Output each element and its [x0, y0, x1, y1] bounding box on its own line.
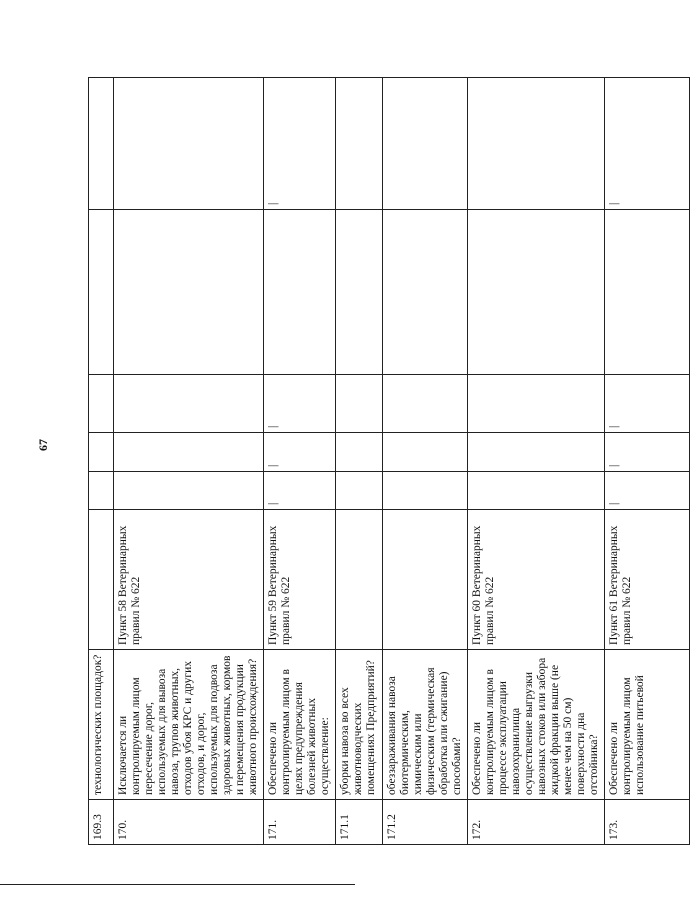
table-row: [468, 78, 605, 845]
row-cell: [336, 210, 383, 375]
checklist-table: [88, 77, 690, 845]
row-cell: [336, 78, 383, 210]
row-number: 169.3: [89, 800, 114, 845]
row-question: уборки навоза во всех животноводческих помещениях Предприятий?: [336, 650, 383, 800]
row-question: Обеспечено ли контролируемым лицом в целях предупреждения болезней животных осуществление:: [264, 650, 336, 800]
row-cell: |: [264, 433, 336, 472]
row-cell: [336, 472, 383, 510]
row-cell: [336, 433, 383, 472]
row-cell: [468, 375, 605, 433]
table-row: [336, 78, 383, 845]
row-cell: [264, 210, 336, 375]
row-cell: [89, 210, 114, 375]
table-row: [264, 78, 336, 845]
row-cell: [383, 78, 468, 210]
row-number: 171.: [264, 800, 336, 845]
row-number: 170.: [114, 800, 264, 845]
row-question: обеззараживания навоза биотермическим, химическим или физическим (термическая обработка или сжигание) способами?: [383, 650, 468, 800]
table-row: [383, 78, 468, 845]
row-cell: [468, 210, 605, 375]
row-cell: |: [605, 375, 690, 433]
row-cell: |: [264, 472, 336, 510]
row-cell: [605, 210, 690, 375]
page-number: 67: [36, 439, 50, 451]
row-number: 171.2: [383, 800, 468, 845]
row-cell: [383, 472, 468, 510]
row-cell: [114, 472, 264, 510]
row-question: Обеспечено ли контролируемым лицом в процессе эксплуатации навозохранилища осуществление выгрузки навозных стоков или забора жидкой фракции выше (не менее чем на 50 см) поверхности дна отстойника?: [468, 650, 605, 800]
row-reference: Пункт 59 Ветеринарных правил № 622: [264, 510, 336, 650]
footer-divider: [0, 884, 355, 885]
row-cell: |: [264, 375, 336, 433]
table-row: [89, 78, 114, 845]
row-cell: |: [605, 472, 690, 510]
row-cell: [89, 472, 114, 510]
table-row: [114, 78, 264, 845]
row-question: технологических площадок?: [89, 650, 114, 800]
checklist-table-wrapper: [88, 78, 646, 845]
row-reference: [89, 510, 114, 650]
row-cell: [89, 375, 114, 433]
row-cell: [468, 78, 605, 210]
row-cell: [383, 375, 468, 433]
row-number: 173.: [605, 800, 690, 845]
row-reference: Пункт 60 Ветеринарных правил № 622: [468, 510, 605, 650]
row-question: Исключается ли контролируемым лицом пересечение дорог, используемых для вывоза навоза, трупов животных, отходов убоя КРС и других отходов, и дорог, используемых для подвоза здоровых животных, кормов и перемещения продукции животного происхождения?: [114, 650, 264, 800]
row-cell: [336, 375, 383, 433]
row-number: 172.: [468, 800, 605, 845]
row-number: 171.1: [336, 800, 383, 845]
row-cell: [114, 210, 264, 375]
row-question: Обеспечено ли контролируемым лицом использование питьевой: [605, 650, 690, 800]
row-reference: Пункт 61 Ветеринарных правил № 622: [605, 510, 690, 650]
row-cell: [114, 78, 264, 210]
row-reference: Пункт 58 Ветеринарных правил № 622: [114, 510, 264, 650]
row-cell: |: [605, 433, 690, 472]
row-cell: [114, 433, 264, 472]
row-cell: |: [605, 78, 690, 210]
table-row: [605, 78, 690, 845]
row-cell: [468, 433, 605, 472]
row-cell: [114, 375, 264, 433]
row-cell: [89, 78, 114, 210]
row-cell: [383, 433, 468, 472]
row-cell: [468, 472, 605, 510]
row-cell: |: [264, 78, 336, 210]
row-reference: [336, 510, 383, 650]
row-cell: [383, 210, 468, 375]
row-reference: [383, 510, 468, 650]
row-cell: [89, 433, 114, 472]
